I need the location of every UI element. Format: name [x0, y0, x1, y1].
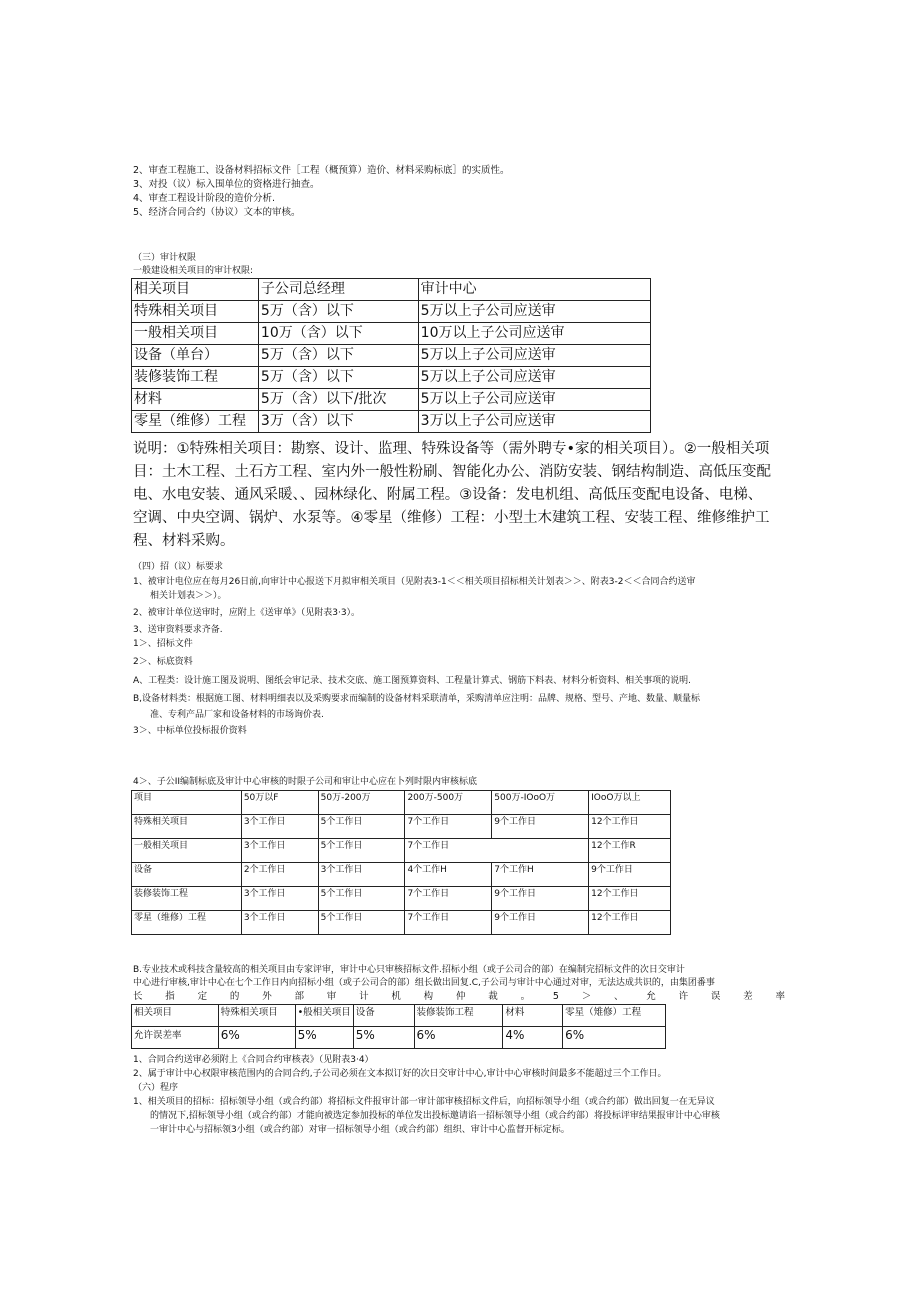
table-header-cell: 装修装饰工程	[414, 1005, 503, 1027]
table-cell: 7个工作H	[492, 863, 589, 887]
table-header-cell: 50万-200万	[318, 791, 405, 815]
table-cell: 5%	[295, 1027, 353, 1049]
table-cell: 3个工作日	[241, 839, 318, 863]
word: ＞	[581, 991, 592, 1002]
bidding-line: 3、送审资料要求齐备.	[133, 625, 223, 635]
deadline-table-caption: 4＞、子公II编制标底及审计中心审核的时限子公司和审让中心应在卜列时限内审核标底	[133, 777, 478, 787]
table-cell: 5万以上子公司应送审	[418, 345, 650, 367]
table-row	[132, 389, 651, 411]
error-rate-table	[131, 1004, 666, 1049]
bidding-line: 1、被审计电位应在每月26日前,向审计中心报送下月拟审相关项目（见附表3-1＜＜相关项目招标相关计划表＞＞、附表3-2＜＜合同合约送审	[133, 577, 696, 587]
procedure-line: 的情况下,招标领导小组（或合约部）才能向被选定参加投标的单位发出投标邀请谄一招标领导小组（或合约部）将投标评审结果报审计中心审核	[150, 1111, 720, 1121]
table-cell: 允许误差率	[132, 1027, 219, 1049]
table-row	[132, 301, 651, 323]
table-cell: 5个工作日	[318, 911, 405, 935]
word: 。	[520, 991, 531, 1002]
table-row	[132, 1027, 666, 1049]
word: 机	[391, 991, 401, 1002]
word: 部	[294, 991, 304, 1002]
table-cell: 设备	[132, 863, 242, 887]
table-cell: 12个工作R	[589, 839, 671, 863]
table-cell: 3万以上子公司应送审	[418, 411, 650, 433]
authority-note-line: 电、水电安装、通风采暖、、园林绿化、附属工程。③设备：发电机组、高低压变配电设备、电梯、	[133, 487, 763, 503]
table-cell: 4个工作H	[405, 863, 492, 887]
table-header-cell: 子公司总经理	[258, 279, 418, 301]
table-cell: 5万（含）以下	[258, 367, 418, 389]
table-cell: 6%	[563, 1027, 666, 1049]
table-cell: 7个工作日	[405, 839, 589, 863]
word: 指	[165, 991, 175, 1002]
table-header-cell: •般相关项目	[295, 1005, 353, 1027]
table-cell: 5个工作日	[318, 839, 405, 863]
expert-review-line: B.专业技术或科技含量较高的相关项目由专家评审，审计中心只审核招标文件.招标小组（或子公司合的部）在编制完招标文件的次日交审计	[133, 965, 685, 975]
table-cell: 材料	[132, 389, 259, 411]
table-cell: 5万以上子公司应送审	[418, 367, 650, 389]
word: 差	[743, 991, 753, 1002]
table-cell: 5万以上子公司应送审	[418, 301, 650, 323]
word: 长	[133, 991, 143, 1002]
table-cell: 5个工作日	[318, 815, 405, 839]
bidding-line: B,设备材料类：根据施工图、材料明细表以及采购要求而编制的设备材料采联清单，采购清单应注明：品牌、规格、型号、产地、数量、顺量标	[133, 694, 701, 704]
table-cell: 零星（维修）工程	[132, 411, 259, 433]
table-cell: 4%	[503, 1027, 563, 1049]
table-cell: 9个工作日	[492, 815, 589, 839]
table-row	[132, 911, 671, 935]
table-row	[132, 839, 671, 863]
contract-line: 2、属于审计中心权限审核范围内的合同合约,子公司必须在文本拟订好的次日交审计中心,审计中心审核时间最多不能超过三个工作日。	[133, 1069, 667, 1079]
table-header-cell: 50万以F	[241, 791, 318, 815]
table-cell: 5个工作日	[318, 887, 405, 911]
word: 率	[775, 991, 785, 1002]
table-cell: 5万（含）以下	[258, 301, 418, 323]
bidding-line: 相关计划表＞＞）。	[150, 591, 227, 601]
table-header-cell: 项目	[132, 791, 242, 815]
table-header-row	[132, 1005, 666, 1027]
word: 审	[326, 991, 337, 1002]
authority-note-line: 说明：①特殊相关项目：勘察、设计、监理、特殊设备等（需外聘专•家的相关项目）。②一般相关项	[133, 441, 770, 457]
table-cell: 3个工作日	[241, 887, 318, 911]
audit-scope-item: 2、审查工程施工、设备材料招标文件［工程（概预算）造价、材料采购标底］的实质性。	[133, 165, 510, 176]
table-row	[132, 323, 651, 345]
table-cell: 装修装饰工程	[132, 887, 242, 911]
bidding-line: 3＞、中标单位投标报价资料	[133, 726, 247, 736]
contract-line: 1、合同合约送审必须附上《合同合约审核表》（见附表3·4）	[133, 1055, 374, 1065]
table-row	[132, 887, 671, 911]
table-cell: 3个工作日	[241, 815, 318, 839]
word: 5	[552, 991, 559, 1002]
table-cell: 5万（含）以下/批次	[258, 389, 418, 411]
table-header-cell: 相关项目	[132, 279, 259, 301]
table-cell: 9个工作日	[492, 911, 589, 935]
audit-scope-item: 3、对投（议）标入围单位的资格进行抽查。	[133, 179, 320, 190]
word: 裁	[488, 991, 498, 1002]
table-cell: 10万以上子公司应送审	[418, 323, 650, 345]
table-cell: 一般相关项目	[132, 323, 259, 345]
table-cell: 12个工作日	[589, 887, 671, 911]
bidding-line: 准、专利产品厂家和设备材料的市场询价表.	[150, 710, 324, 720]
table-header-cell: 特殊相关项目	[218, 1005, 295, 1027]
table-header-cell: 200万-500万	[405, 791, 492, 815]
table-cell: 装修装饰工程	[132, 367, 259, 389]
table-cell: 10万（含）以下	[258, 323, 418, 345]
table-header-cell: 零星（雉修）工程	[563, 1005, 666, 1027]
table-cell: 6%	[218, 1027, 295, 1049]
table-row	[132, 345, 651, 367]
word: 许	[678, 991, 689, 1002]
section-heading-bidding: （四）招（议）标要求	[133, 562, 224, 572]
procedure-line: 一审计中心与招标领3小组（或合约部）对审一招标领导小组（或合约部）组织、审计中心监督开标定标。	[150, 1125, 570, 1135]
table-cell: 5万以上子公司应送审	[418, 389, 650, 411]
table-cell: 5%	[353, 1027, 414, 1049]
audit-authority-subheading: 一般建设相关项目的审计权限:	[133, 266, 254, 276]
table-header-cell: 设备	[353, 1005, 414, 1027]
authority-note-line: 目：土木工程、土石方工程、室内外一般性粉刷、智能化办公、消防安装、钢结构制造、高低压变配	[133, 464, 771, 480]
word: 误	[710, 991, 721, 1002]
bidding-line: 2、被审计单位送审时，应附上《送审单》（见附表3·3）。	[133, 608, 361, 618]
table-cell: 12个工作日	[589, 911, 671, 935]
table-header-row	[132, 279, 651, 301]
word: 、	[613, 991, 624, 1002]
table-cell: 特殊相关项目	[132, 301, 259, 323]
bidding-line: 1＞、招标文件	[133, 639, 193, 649]
word: 定	[197, 991, 208, 1002]
table-cell: 设备（单台）	[132, 345, 259, 367]
table-cell: 7个工作日	[405, 911, 492, 935]
table-cell: 7个工作日	[405, 815, 492, 839]
table-cell: 6%	[414, 1027, 503, 1049]
table-cell: 12个工作日	[589, 815, 671, 839]
table-cell: 2个工作日	[241, 863, 318, 887]
table-header-cell: 500万-IOoO万	[492, 791, 589, 815]
table-header-cell: 材料	[503, 1005, 563, 1027]
section-heading-audit-authority: （三）审计权限	[133, 253, 197, 263]
table-cell: 7个工作日	[405, 887, 492, 911]
table-cell: 3个工作日	[318, 863, 405, 887]
word: 外	[262, 991, 272, 1002]
table-row	[132, 367, 651, 389]
word: 的	[229, 991, 240, 1002]
word: 仲	[455, 991, 466, 1002]
table-cell: 一般相关项目	[132, 839, 242, 863]
word: 允	[646, 991, 656, 1002]
table-cell: 9个工作日	[492, 887, 589, 911]
section-heading-procedure: （六）程序	[133, 1083, 179, 1093]
table-cell: 3个工作日	[241, 911, 318, 935]
table-cell: 9个工作日	[589, 863, 671, 887]
table-cell: 特殊相关项目	[132, 815, 242, 839]
table-row	[132, 863, 671, 887]
review-deadline-table	[131, 790, 671, 935]
audit-scope-item: 4、审查工程设计阶段的造价分析.	[133, 193, 276, 204]
table-cell: 3万（含）以下	[258, 411, 418, 433]
table-cell: 零星（维修）工程	[132, 911, 242, 935]
authority-note-line: 空调、中央空调、锅炉、水泵等。④零星（维修）工程：小型土木建筑工程、安装工程、维修维护工	[133, 510, 770, 526]
table-header-cell: 审计中心	[418, 279, 650, 301]
expert-review-line: 中心进行审核,审计中心在七个工作日内向招标小组（或子公司合的部）组长做出回复.C,子公司与审计中心通过对审，无法达成共识的，由集团番事	[133, 978, 715, 988]
audit-scope-item: 5、经济合同合约（协议）文本的审核。	[133, 207, 301, 218]
word: 计	[359, 991, 369, 1002]
table-row	[132, 815, 671, 839]
table-header-cell: 相关项目	[132, 1005, 219, 1027]
authority-note-line: 程、材料采购。	[133, 533, 235, 549]
justified-line	[133, 990, 785, 1003]
table-row	[132, 411, 651, 433]
table-header-row	[132, 791, 671, 815]
table-header-cell: IOoO万以上	[589, 791, 671, 815]
procedure-line: 1、相关项目的招标：招标领导小组（或合约部）将招标文件报审计部一审计部审核招标文件后，向招标领导小组（或合约部）做出回复一在无异议	[133, 1097, 715, 1107]
bidding-line: A、工程类：设计施工图及说明、图纸会审记录、技术交底、施工图预算资料、工程量计算式、钢筋下料表、材料分析资料、相关事项的说明.	[133, 676, 692, 686]
audit-authority-table	[131, 278, 651, 433]
table-cell: 5万（含）以下	[258, 345, 418, 367]
word: 构	[423, 991, 434, 1002]
bidding-line: 2＞、标底资料	[133, 657, 193, 667]
